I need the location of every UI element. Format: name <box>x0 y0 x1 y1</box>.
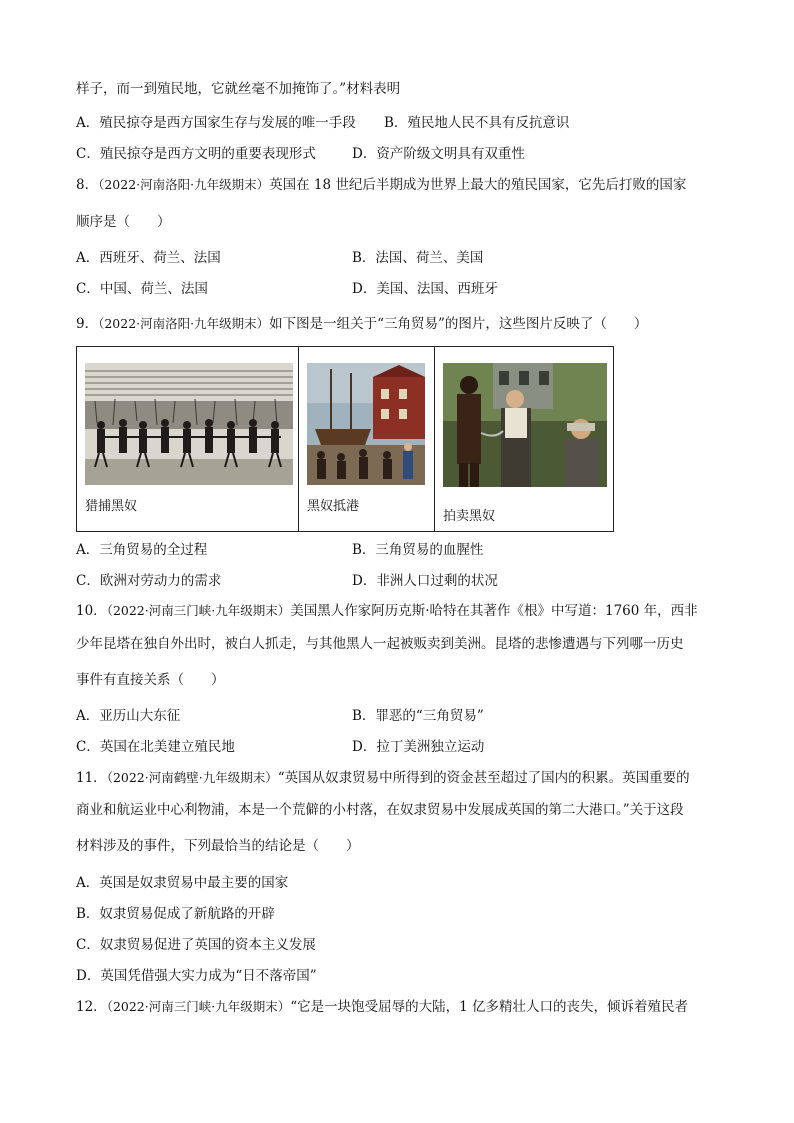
q12-stem-line1 <box>76 998 688 1016</box>
q10-stem-line2: 少年昆塔在独自外出时，被白人抓走，与其他黑人一起被贩卖到美洲。昆塔的悲惨遭遇与下列哪一历史 <box>76 636 684 652</box>
q8-source: （2022·河南洛阳·九年级期末） <box>98 177 270 192</box>
picture-cell-hunting <box>77 347 299 531</box>
q12-source: （2022·河南三门峡·九年级期末） <box>106 999 291 1014</box>
q8-stem-line1 <box>76 176 686 194</box>
q8-stem-line2: 顺序是（ ） <box>76 214 171 230</box>
caption-hunting: 猎捕黑奴 <box>85 499 138 514</box>
q9-source: （2022·河南洛阳·九年级期末） <box>98 316 270 331</box>
q7-option-b: B．殖民地人民不具有反抗意识 <box>384 115 570 131</box>
q10-stem-line1 <box>76 602 698 620</box>
q8-option-d: D．美国、法国、西班牙 <box>352 281 498 297</box>
q9-number: 9． <box>76 316 99 332</box>
q8-option-a: A．西班牙、荷兰、法国 <box>76 250 221 266</box>
q10-number: 10． <box>76 603 107 619</box>
q9-option-a: A．三角贸易的全过程 <box>76 542 208 558</box>
continuation-line: 样子，而一到殖民地，它就丝毫不加掩饰了。”材料表明 <box>76 81 401 97</box>
picture-cell-arrival <box>299 347 435 531</box>
q11-stem-line1 <box>76 769 690 787</box>
q8-number: 8． <box>76 177 99 193</box>
picture-cell-auction <box>435 347 613 531</box>
caption-arrival: 黑奴抵港 <box>307 499 360 514</box>
q12-number: 12． <box>76 999 107 1015</box>
q10-option-b: B．罪恶的“三角贸易” <box>352 708 484 724</box>
q7-option-c: C．殖民掠夺是西方文明的重要表现形式 <box>76 146 316 162</box>
q11-source: （2022·河南鹤壁·九年级期末） <box>106 770 278 785</box>
q10-stem-line3: 事件有直接关系（ ） <box>76 672 225 688</box>
q11-option-d: D．英国凭借强大实力成为“日不落帝国” <box>76 968 317 984</box>
q10-option-c: C．英国在北美建立殖民地 <box>76 739 235 755</box>
q8-option-c: C．中国、荷兰、法国 <box>76 281 208 297</box>
caption-auction: 拍卖黑奴 <box>443 509 496 524</box>
q11-option-c: C．奴隶贸易促进了英国的资本主义发展 <box>76 937 316 953</box>
q11-stem: “英国从奴隶贸易中所得到的资金甚至超过了国内的积累。英国重要的 <box>277 770 690 786</box>
q10-option-a: A．亚历山大东征 <box>76 708 181 724</box>
slave-hunting-engraving <box>85 363 293 485</box>
q11-option-b: B．奴隶贸易促成了新航路的开辟 <box>76 906 275 922</box>
q9-option-b: B．三角贸易的血腥性 <box>352 542 484 558</box>
q7-option-d: D．资产阶级文明具有双重性 <box>352 146 525 162</box>
q9-option-c: C．欧洲对劳动力的需求 <box>76 573 222 589</box>
q8-stem: 英国在 18 世纪后半期成为世界上最大的殖民国家，它先后打败的国家 <box>269 177 687 193</box>
picture-table <box>76 346 614 532</box>
q12-stem: “它是一块饱受屈辱的大陆，1 亿多精壮人口的丧失，倾诉着殖民者 <box>290 999 688 1015</box>
q9-option-d: D．非洲人口过剩的状况 <box>352 573 498 589</box>
q9-stem-text: 如下图是一组关于“三角贸易”的图片，这些图片反映了（ ） <box>269 316 648 332</box>
q8-option-b: B．法国、荷兰、美国 <box>352 250 484 266</box>
q11-stem-line3: 材料涉及的事件，下列最恰当的结论是（ ） <box>76 838 360 854</box>
q11-stem-line2: 商业和航运业中心利物浦，本是一个荒僻的小村落，在奴隶贸易中发展成英国的第二大港口。”关于这段 <box>76 802 684 818</box>
slave-ship-arrival-painting <box>307 363 425 485</box>
q11-option-a: A．英国是奴隶贸易中最主要的国家 <box>76 875 289 891</box>
q10-stem: 美国黑人作家阿历克斯·哈特在其著作《根》中写道：1760 年，西非 <box>290 603 698 619</box>
q10-source: （2022·河南三门峡·九年级期末） <box>106 603 291 618</box>
q9-stem <box>76 315 647 333</box>
q11-number: 11． <box>76 770 107 786</box>
q7-option-a: A．殖民掠夺是西方国家生存与发展的唯一手段 <box>76 115 356 131</box>
slave-auction-photo <box>443 363 607 487</box>
q10-option-d: D．拉丁美洲独立运动 <box>352 739 485 755</box>
